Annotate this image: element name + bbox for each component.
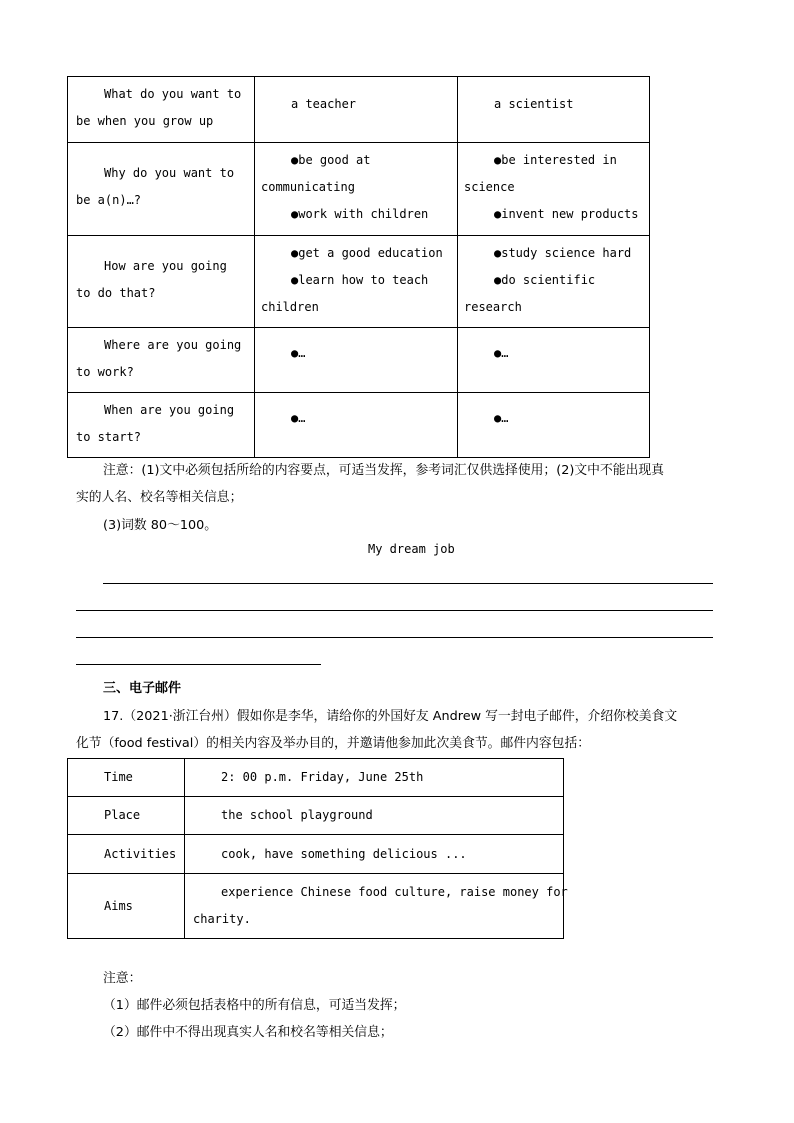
- value-continuation: charity.: [193, 912, 251, 926]
- answer-cell: [458, 393, 650, 458]
- label-cell: Aims: [68, 874, 185, 939]
- answer-cell: [255, 236, 458, 328]
- answer-cell: [255, 77, 458, 143]
- plan-table: [67, 76, 650, 458]
- table-row: [68, 797, 564, 835]
- question-cell: [68, 393, 255, 458]
- answer-cell: [255, 393, 458, 458]
- answer-text: a scientist: [494, 97, 574, 111]
- bullet-item: ● study science hard: [464, 240, 643, 267]
- note-line: 注意：(1)文中必须包括所给的内容要点，可适当发挥，参考词汇仅供选择使用；(2)文中不能出现真: [103, 463, 664, 478]
- bullet-continuation: communicating: [261, 180, 355, 194]
- answer-cell: [458, 328, 650, 393]
- question-cell: [68, 328, 255, 393]
- note-item: （1）邮件必须包括表格中的所有信息，可适当发挥；: [103, 998, 406, 1013]
- table-row: [68, 143, 650, 236]
- table-row: [68, 874, 564, 939]
- bullet-item: ● …: [464, 332, 643, 367]
- question-text: Why do you want to be a(n)…?: [76, 166, 235, 207]
- bullet-item: ● …: [464, 397, 643, 432]
- table-row: [68, 328, 650, 393]
- question-text: Where are you going to work?: [76, 338, 242, 379]
- value-cell: [185, 874, 568, 939]
- answer-cell: [255, 328, 458, 393]
- notes-title: 注意：: [103, 971, 142, 986]
- bullet-item: ● be interested in: [464, 147, 643, 174]
- question-cell: [68, 236, 255, 328]
- label-cell: Time: [68, 759, 185, 797]
- value-text: experience Chinese food culture, raise money for: [221, 885, 568, 899]
- question-text: When are you going to start?: [76, 403, 235, 444]
- question-line: 化节（food festival）的相关内容及举办目的，并邀请他参加此次美食节。邮件内容包括：: [76, 736, 591, 751]
- table-row: [68, 77, 650, 143]
- bullet-item: ● be good at: [261, 147, 451, 174]
- label-cell: Place: [68, 797, 185, 835]
- question-line: 17.（2021·浙江台州）假如你是李华，请给你的外国好友 Andrew 写一封电子邮件，介绍你校美食文: [103, 709, 678, 724]
- table-row: [68, 759, 564, 797]
- bullet-continuation: children: [261, 300, 319, 314]
- bullet-continuation: research: [464, 300, 522, 314]
- answer-cell: [458, 143, 650, 236]
- table-row: [68, 236, 650, 328]
- answer-cell: [458, 236, 650, 328]
- value-cell: the school playground: [185, 797, 564, 835]
- bullet-item: ● invent new products: [464, 201, 643, 228]
- info-table: [67, 758, 568, 939]
- writing-line: [76, 610, 713, 611]
- question-text: What do you want to be when you grow up: [76, 87, 242, 128]
- value-cell: cook, have something delicious ...: [185, 835, 564, 874]
- answer-text: a teacher: [291, 97, 357, 111]
- section-heading: 三、电子邮件: [103, 681, 182, 696]
- note-line: 实的人名、校名等相关信息；: [76, 490, 243, 505]
- writing-line: [76, 664, 321, 665]
- answer-cell: [255, 143, 458, 236]
- writing-line: [76, 637, 713, 638]
- table-row: [68, 835, 564, 874]
- bullet-continuation: science: [464, 180, 515, 194]
- question-cell: [68, 77, 255, 143]
- question-cell: [68, 143, 255, 236]
- note-line: (3)词数 80～100。: [103, 518, 218, 533]
- writing-line: [103, 583, 713, 584]
- bullet-item: ● …: [261, 332, 451, 367]
- bullet-item: ● work with children: [261, 201, 451, 228]
- answer-cell: [458, 77, 650, 143]
- bullet-item: ● learn how to teach: [261, 267, 451, 294]
- bullet-item: ● get a good education: [261, 240, 451, 267]
- bullet-item: ● …: [261, 397, 451, 432]
- bullet-item: ● do scientific: [464, 267, 643, 294]
- table-row: [68, 393, 650, 458]
- label-cell: Activities: [68, 835, 185, 874]
- value-cell: 2: 00 p.m. Friday, June 25th: [185, 759, 564, 797]
- question-text: How are you going to do that?: [76, 259, 227, 300]
- note-item: （2）邮件中不得出现真实人名和校名等相关信息；: [103, 1025, 393, 1040]
- essay-title: My dream job: [368, 542, 455, 556]
